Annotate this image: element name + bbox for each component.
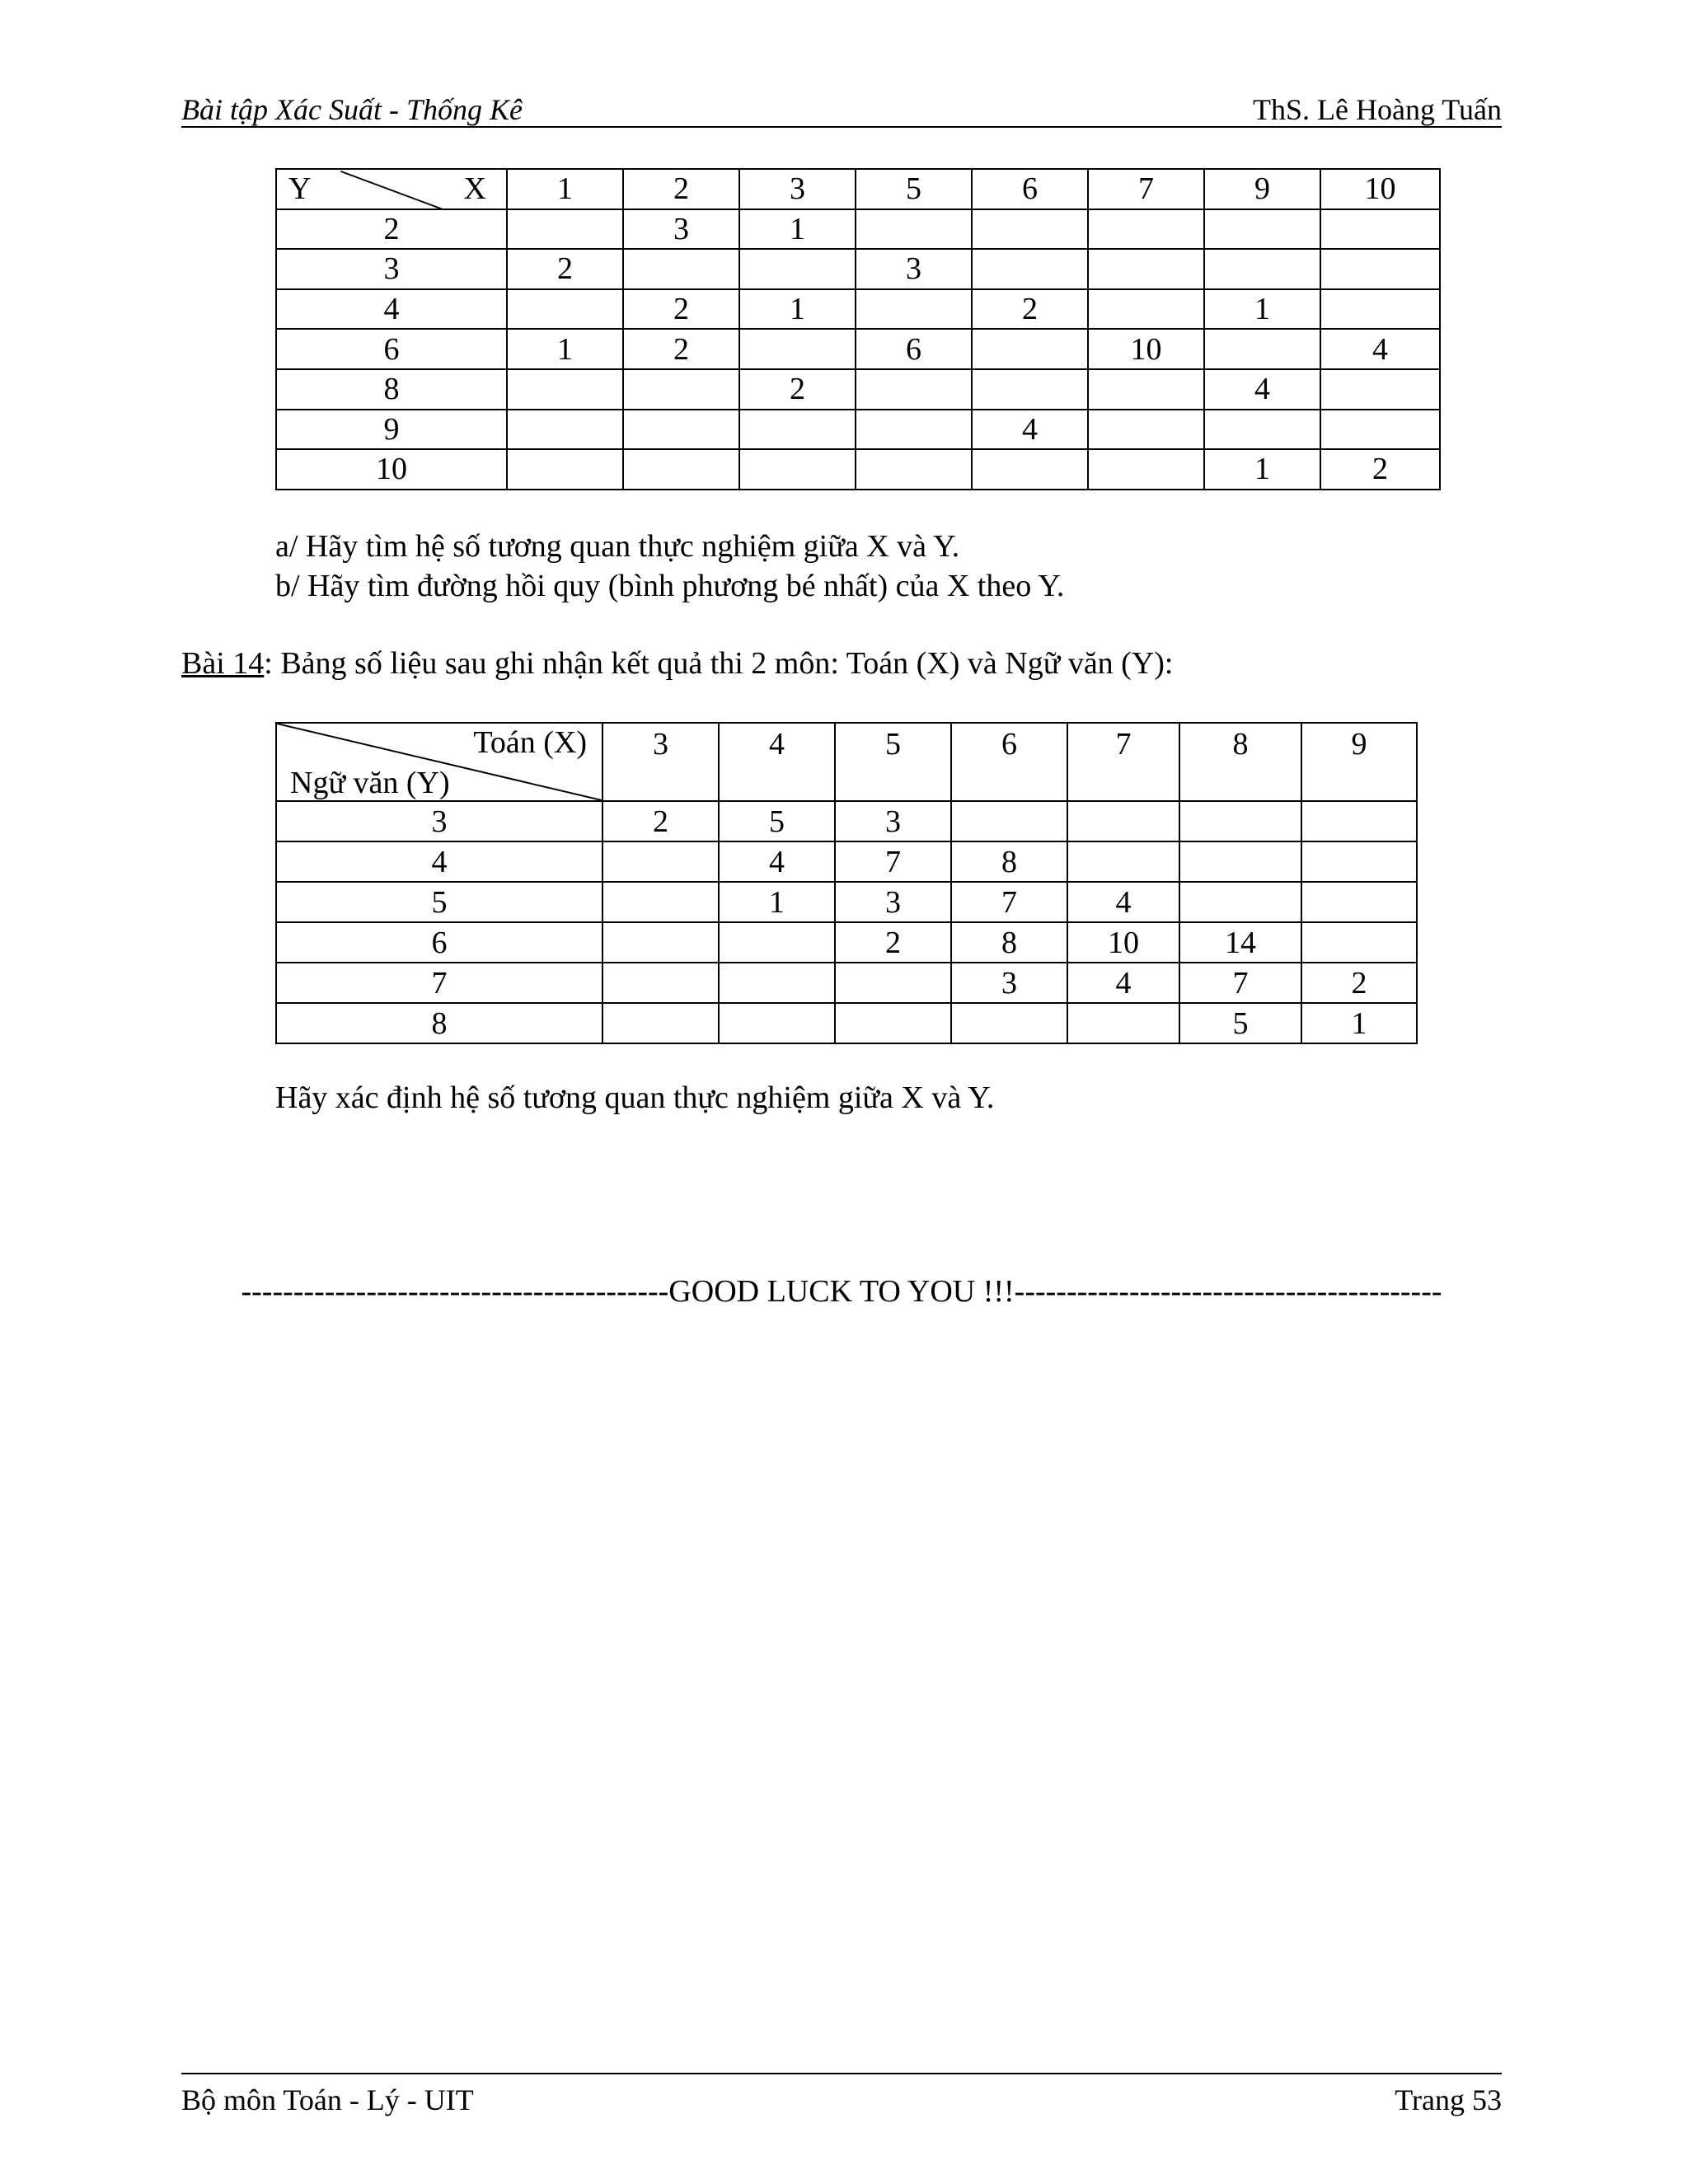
table-14-x-value: 8 <box>1179 723 1301 801</box>
table-13-x-value: 6 <box>972 169 1088 209</box>
header-rule <box>181 126 1502 128</box>
table-cell: 4 <box>719 841 835 882</box>
table-cell: 8 <box>951 922 1067 963</box>
table-14-x-value: 4 <box>719 723 835 801</box>
table-cell: 7 <box>835 841 951 882</box>
question-14: Hãy xác định hệ số tương quan thực nghiệm giữa X và Y. <box>275 1080 995 1115</box>
table-cell <box>1204 249 1320 289</box>
table-cell: 7 <box>951 882 1067 922</box>
table-cell <box>1301 922 1417 963</box>
table-14 <box>275 722 1418 1044</box>
table-13-x-value: 1 <box>507 169 623 209</box>
table-14-y-value: 5 <box>276 882 603 922</box>
table-cell <box>623 369 739 410</box>
table-13-x-value: 7 <box>1088 169 1204 209</box>
table-cell: 7 <box>1179 963 1301 1003</box>
table-cell <box>972 449 1088 490</box>
table-cell <box>719 922 835 963</box>
table-cell <box>1179 801 1301 841</box>
table-cell <box>507 449 623 490</box>
table-14-y-value: 4 <box>276 841 603 882</box>
table-cell <box>1088 449 1204 490</box>
question-13a: a/ Hãy tìm hệ số tương quan thực nghiệm giữa X và Y. <box>275 529 960 564</box>
table-cell: 2 <box>1320 449 1440 490</box>
table-cell <box>1320 249 1440 289</box>
table-cell: 3 <box>835 882 951 922</box>
table-cell: 3 <box>951 963 1067 1003</box>
table-row <box>276 801 1417 841</box>
table-13-y-label: Y <box>288 171 312 206</box>
table-13-y-value: 4 <box>276 289 507 330</box>
table-cell <box>1179 841 1301 882</box>
table-cell <box>951 1003 1067 1043</box>
table-row <box>276 369 1440 410</box>
table-cell: 4 <box>1204 369 1320 410</box>
table-14-x-value: 6 <box>951 723 1067 801</box>
table-cell <box>856 369 972 410</box>
table-row <box>276 209 1440 250</box>
table-13-y-value: 8 <box>276 369 507 410</box>
table-cell: 4 <box>1320 329 1440 369</box>
table-13-x-value: 2 <box>623 169 739 209</box>
table-cell <box>856 209 972 250</box>
table-cell: 2 <box>739 369 856 410</box>
table-13-x-label: X <box>463 171 486 206</box>
table-13-y-value: 2 <box>276 209 507 250</box>
table-14-x-value: 5 <box>835 723 951 801</box>
table-cell <box>856 410 972 450</box>
table-cell <box>972 369 1088 410</box>
table-cell <box>972 249 1088 289</box>
table-cell <box>603 1003 719 1043</box>
table-14-x-value: 9 <box>1301 723 1417 801</box>
table-13-x-value: 5 <box>856 169 972 209</box>
footer-rule <box>181 2073 1502 2074</box>
table-cell <box>1179 882 1301 922</box>
exercise-14-text: : Bảng số liệu sau ghi nhận kết quả thi 2 môn: Toán (X) và Ngữ văn (Y): <box>264 646 1174 681</box>
table-cell <box>1088 369 1204 410</box>
table-cell <box>972 209 1088 250</box>
exercise-14-heading <box>181 645 1174 682</box>
table-cell: 1 <box>739 209 856 250</box>
table-cell: 10 <box>1067 922 1179 963</box>
table-cell <box>1320 289 1440 330</box>
table-13-y-value: 3 <box>276 249 507 289</box>
table-row <box>276 1003 1417 1043</box>
table-cell <box>603 922 719 963</box>
table-cell <box>719 963 835 1003</box>
table-row <box>276 963 1417 1003</box>
table-cell: 6 <box>856 329 972 369</box>
table-cell <box>1320 369 1440 410</box>
table-cell <box>739 329 856 369</box>
table-14-x-value: 3 <box>603 723 719 801</box>
table-cell: 2 <box>835 922 951 963</box>
table-cell: 1 <box>507 329 623 369</box>
table-cell: 3 <box>856 249 972 289</box>
good-luck-line: -----------------------------------------GOOD LUCK TO YOU !!!----------------------------------------- <box>241 1274 1442 1309</box>
table-cell <box>856 449 972 490</box>
question-13b: b/ Hãy tìm đường hồi quy (bình phương bé nhất) của X theo Y. <box>275 569 1065 603</box>
table-cell <box>603 963 719 1003</box>
table-13-corner <box>276 169 507 209</box>
table-14-header-row <box>276 723 1417 801</box>
table-cell: 1 <box>1301 1003 1417 1043</box>
table-cell <box>1088 410 1204 450</box>
table-row <box>276 410 1440 450</box>
table-cell <box>1301 801 1417 841</box>
header-title: Bài tập Xác Suất - Thống Kê <box>181 93 523 126</box>
table-row <box>276 249 1440 289</box>
table-cell <box>1067 841 1179 882</box>
table-cell: 3 <box>835 801 951 841</box>
table-cell <box>603 841 719 882</box>
table-cell <box>623 449 739 490</box>
table-14-y-label: Ngữ văn (Y) <box>290 766 450 800</box>
table-cell <box>1204 209 1320 250</box>
table-cell: 2 <box>1301 963 1417 1003</box>
table-row <box>276 329 1440 369</box>
table-row <box>276 289 1440 330</box>
table-cell: 2 <box>623 289 739 330</box>
table-cell: 1 <box>719 882 835 922</box>
table-14-y-value: 3 <box>276 801 603 841</box>
table-cell <box>623 249 739 289</box>
table-cell <box>1204 329 1320 369</box>
table-cell: 2 <box>603 801 719 841</box>
table-13-x-value: 9 <box>1204 169 1320 209</box>
table-cell <box>835 963 951 1003</box>
table-row <box>276 449 1440 490</box>
table-cell: 2 <box>972 289 1088 330</box>
table-cell <box>739 410 856 450</box>
table-cell: 4 <box>1067 963 1179 1003</box>
table-14-corner <box>276 723 603 801</box>
table-cell <box>1088 249 1204 289</box>
table-cell <box>739 449 856 490</box>
table-13-y-value: 6 <box>276 329 507 369</box>
table-cell <box>1088 209 1204 250</box>
table-14-y-value: 6 <box>276 922 603 963</box>
table-cell: 1 <box>1204 449 1320 490</box>
table-row <box>276 922 1417 963</box>
table-cell <box>1301 841 1417 882</box>
table-cell <box>603 882 719 922</box>
table-cell: 14 <box>1179 922 1301 963</box>
table-row <box>276 841 1417 882</box>
table-cell <box>835 1003 951 1043</box>
table-cell <box>739 249 856 289</box>
table-14-y-value: 7 <box>276 963 603 1003</box>
table-13-y-value: 9 <box>276 410 507 450</box>
footer-department: Bộ môn Toán - Lý - UIT <box>181 2083 474 2116</box>
table-13-x-value: 3 <box>739 169 856 209</box>
table-cell <box>1067 1003 1179 1043</box>
table-14-y-value: 8 <box>276 1003 603 1043</box>
table-cell <box>507 209 623 250</box>
table-cell: 1 <box>1204 289 1320 330</box>
table-cell: 8 <box>951 841 1067 882</box>
exercise-14-label: Bài 14 <box>181 646 265 681</box>
table-cell <box>1088 289 1204 330</box>
table-row <box>276 882 1417 922</box>
table-13-x-value: 10 <box>1320 169 1440 209</box>
table-cell: 3 <box>623 209 739 250</box>
table-cell <box>1320 410 1440 450</box>
table-cell <box>719 1003 835 1043</box>
table-cell <box>1067 801 1179 841</box>
table-cell <box>1301 882 1417 922</box>
table-cell <box>972 329 1088 369</box>
table-cell <box>507 410 623 450</box>
table-cell: 5 <box>719 801 835 841</box>
table-cell <box>507 369 623 410</box>
table-13-y-value: 10 <box>276 449 507 490</box>
page-number: Trang 53 <box>1395 2083 1502 2116</box>
table-cell <box>856 289 972 330</box>
table-cell <box>1320 209 1440 250</box>
table-cell: 5 <box>1179 1003 1301 1043</box>
table-14-x-value: 7 <box>1067 723 1179 801</box>
table-14-x-label: Toán (X) <box>473 725 587 760</box>
table-cell: 10 <box>1088 329 1204 369</box>
table-cell: 4 <box>1067 882 1179 922</box>
table-cell: 1 <box>739 289 856 330</box>
table-cell: 4 <box>972 410 1088 450</box>
table-cell <box>951 801 1067 841</box>
table-cell: 2 <box>507 249 623 289</box>
table-13 <box>275 168 1441 490</box>
header-author: ThS. Lê Hoàng Tuấn <box>1252 93 1502 126</box>
table-13-header-row <box>276 169 1440 209</box>
table-cell: 2 <box>623 329 739 369</box>
table-cell <box>1204 410 1320 450</box>
table-cell <box>507 289 623 330</box>
table-cell <box>623 410 739 450</box>
